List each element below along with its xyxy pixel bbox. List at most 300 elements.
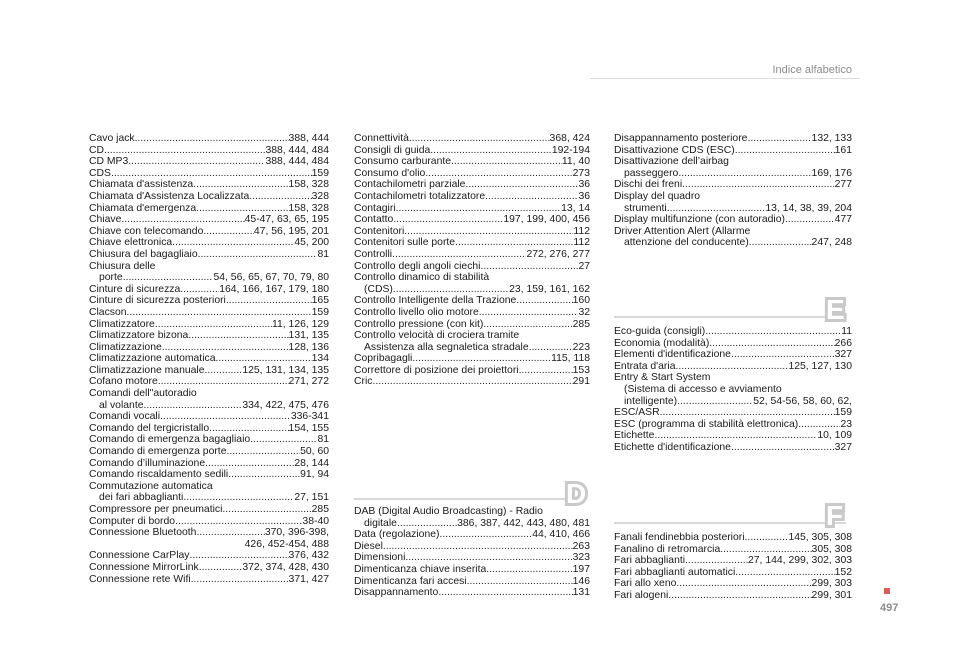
leader-dots [481,261,579,273]
index-entry-term: Contenitori sulle porte [354,237,456,249]
index-entry-term: Climatizzazione manuale [89,364,205,376]
index-entry-pages: 91, 94 [300,469,329,481]
index-entry [614,179,852,191]
index-entry-pages: 336-341 [290,411,329,423]
index-entry [354,529,590,541]
index-entry-term: Climatizzatore bizona [89,330,189,342]
index-entry-pages: 54, 56, 65, 67, 70, 79, 80 [213,272,329,284]
section-d-letter: D [566,478,587,509]
index-entry-term: Controllo livello olio motore [354,306,479,318]
index-entry [614,203,852,215]
index-entry-term: Controllo pressione (con kit) [354,318,484,330]
index-entry [614,191,852,203]
index-entry [89,574,329,586]
index-entry [614,326,852,338]
index-entry-term: Diesel [354,540,383,552]
index-entry [354,168,590,180]
index-entry [354,587,590,599]
index-entry [89,365,329,377]
index-entry-pages: 159 [834,407,852,419]
index-entry-pages: 161 [834,144,852,156]
index-entry-pages: 153 [572,364,590,376]
index-entry-pages: 38-40 [302,515,329,527]
leader-dots [160,411,291,423]
index-entry [89,342,329,354]
index-entry [614,372,852,384]
leader-dots [121,214,244,226]
index-entry-pages: 81 [317,248,329,260]
leader-dots [745,532,789,544]
index-entry-pages: 426, 452-454, 488 [244,538,329,550]
index-entry [89,388,329,400]
leader-dots [198,249,318,261]
index-entry-term: Comandi dell"autoradio [89,388,197,400]
leader-dots [483,319,572,331]
index-entry-term: Disappannamento posteriore [614,133,748,144]
index-entry-pages: 160 [572,295,590,307]
index-entry-pages: 376, 432 [288,550,329,562]
index-entry-pages: 36 [578,179,590,191]
index-entry [614,237,852,249]
leader-dots [226,295,312,307]
index-entry [89,562,329,574]
index-entry [354,376,590,388]
index-entry [354,307,590,319]
index-entry-term: intelligente) [624,395,678,407]
leader-dots [162,342,289,354]
leader-dots [709,338,834,350]
index-entry-pages: 328 [311,190,329,202]
index-entry-term: Elementi d'identificazione [614,349,731,361]
index-entry-pages: 388, 444, 484 [265,156,329,168]
index-entry-term: (Sistema di accesso e avviamento [624,383,782,395]
index-entry-term: strumenti [624,202,667,214]
index-entry [614,214,852,226]
index-entry [614,419,852,431]
leader-dots [404,226,573,238]
index-entry-term: Contachilometri totalizzatore [354,190,486,202]
index-entry [354,145,590,157]
index-entry [89,156,329,168]
header-divider [590,78,860,79]
section-f-rule [614,522,846,524]
index-entry [354,261,590,273]
index-entry [354,353,590,365]
index-entry-pages: 159 [311,167,329,179]
index-entry [614,532,852,544]
index-entry-term: Connettività [354,133,409,144]
index-entry-term: Dimenticanza chiave inserita [354,563,487,575]
index-entry-term: Comando di emergenza bagagliaio [89,434,251,446]
index-entry [354,237,590,249]
index-entry-term: Consumo carburante [354,156,452,168]
index-entry-term: Cinture di sicurezza [89,283,181,295]
index-entry-pages: 368, 424 [549,133,590,144]
index-entry-term: Eco-guida (consigli) [614,326,706,337]
index-entry-pages: 154, 155 [288,422,329,434]
leader-dots [190,550,289,562]
index-entry-pages: 125, 127, 130 [788,360,852,372]
leader-dots [798,419,840,431]
leader-dots [196,203,288,215]
index-entry-term: digitale [364,517,397,529]
leader-dots [675,361,788,373]
leader-dots [249,191,311,203]
leader-dots [158,376,289,388]
leader-dots [393,214,503,226]
index-entry-term: Controlli [354,248,393,260]
index-section-f [614,532,852,602]
index-entry-term: Chiusura delle [89,260,156,272]
index-entry [614,338,852,350]
index-entry-term: Controllo velocità di crociera tramite [354,330,520,342]
index-section-d [354,506,590,599]
leader-dots [455,237,573,249]
index-entry-term: Comando d’illuminazione [89,457,206,469]
index-entry-term: Controllo dinamico di stabilità [354,272,490,284]
index-entry-pages: 271, 272 [288,376,329,388]
index-entry-pages: 131, 135 [288,330,329,342]
index-entry [354,272,590,284]
index-entry [614,544,852,556]
leader-dots [203,226,254,238]
index-entry-term: Climatizzazione [89,341,162,353]
index-entry [354,564,590,576]
index-entry-term: Comandi vocali [89,411,161,423]
leader-dots [529,342,573,354]
index-entry [354,330,590,342]
index-entry [614,578,852,590]
index-entry-term: porte [99,272,123,284]
leader-dots [425,168,572,180]
leader-dots [405,552,572,564]
leader-dots [128,156,265,168]
index-entry [614,567,852,579]
index-entry-term: Disattivazione dell’airbag [614,156,729,168]
index-entry [614,349,852,361]
leader-dots [465,179,578,191]
index-entry-pages: 305, 308 [811,543,852,555]
index-entry-term: Cric [354,376,373,388]
index-entry-term: Chiamata d'emergenza [89,202,197,214]
page-number: 497 [880,602,899,614]
index-entry-pages: 164, 166, 167, 179, 180 [219,283,329,295]
index-entry-term: Driver Attention Alert (Allarme [614,225,751,237]
index-entry [89,469,329,481]
index-entry [614,361,852,373]
index-entry-pages: 52, 54-56, 58, 60, 62, [753,395,852,407]
index-entry [89,539,329,551]
index-entry-term: ESC (programma di stabilità elettronica) [614,418,799,430]
index-entry-pages: 158, 328 [288,202,329,214]
index-entry [354,518,590,530]
page-marker [884,588,890,594]
index-entry-term: Etichette [614,430,655,442]
index-entry-term: Chiave [89,214,122,226]
index-entry-term: Display del quadro [614,190,701,202]
index-entry [89,376,329,388]
index-entry-term: Comando di emergenza porte [89,446,227,458]
index-entry [89,423,329,435]
index-entry-term: Controllo Intelligente della Trazione [354,295,517,307]
leader-dots [193,179,288,191]
index-entry-term: Entry & Start System [614,372,711,384]
index-entry-pages: 277 [834,179,852,191]
index-column-d-continued [614,133,852,249]
index-entry [89,481,329,493]
index-entry-term: Etichette d'identificazione [614,441,731,453]
index-entry [354,179,590,191]
leader-dots [155,319,272,331]
leader-dots [479,307,579,319]
leader-dots [516,295,572,307]
index-entry-pages: 10, 109 [817,430,852,442]
index-entry [354,249,590,261]
index-entry [354,319,590,331]
index-entry [354,295,590,307]
index-entry-pages: 272, 276, 277 [526,248,590,260]
index-entry-pages: 44, 410, 466 [532,529,590,541]
leader-dots [668,590,811,602]
index-entry-pages: 223 [572,341,590,353]
leader-dots [372,376,572,388]
index-entry-term: Computer di bordo [89,515,176,527]
index-entry-pages: 112 [573,225,590,237]
index-entry [89,434,329,446]
index-entry [89,527,329,539]
index-entry-pages: 263 [572,540,590,552]
index-entry-term: Correttore di posizione dei proiettori [354,364,519,376]
index-entry-pages: 11, 40 [561,156,590,168]
leader-dots [430,145,552,157]
index-entry [89,307,329,319]
index-entry-term: al volante [99,399,144,411]
index-entry-pages: 13, 14, 38, 39, 204 [765,202,852,214]
index-entry-pages: 27 [578,260,590,272]
index-entry-term: Cinture di sicurezza posteriori [89,295,226,307]
index-entry-pages: 477 [834,214,852,226]
index-entry-term: Copribagagli [354,353,413,365]
leader-dots [720,544,811,556]
leader-dots [205,365,243,377]
index-entry [614,384,852,396]
index-entry-term: Chiusura del bagagliaio [89,248,198,260]
index-entry-term: Chiave elettronica [89,237,173,249]
index-entry-pages: 197, 199, 400, 456 [503,214,590,226]
leader-dots [135,133,289,145]
leader-dots [226,446,300,458]
index-entry-pages: 291 [572,376,590,388]
index-entry [354,214,590,226]
index-entry-pages: 327 [834,349,852,361]
index-entry-pages: 13, 14 [561,202,590,214]
index-entry [89,272,329,284]
leader-dots [438,587,572,599]
index-entry [89,330,329,342]
index-entry-pages: 192-194 [551,144,590,156]
leader-dots [412,353,551,365]
index-entry [89,214,329,226]
index-entry [614,168,852,180]
leader-dots [731,349,835,361]
index-entry [354,226,590,238]
leader-dots [785,214,835,226]
section-e-rule [614,316,846,318]
index-entry-term: Fanali fendinebbia posteriori [614,532,745,543]
index-entry-term: Economia (modalità) [614,337,710,349]
leader-dots [677,396,753,408]
index-entry-term: Connessione CarPlay [89,550,190,562]
leader-dots [228,469,300,481]
leader-dots [678,168,811,180]
section-d-rule [354,498,584,500]
index-entry [614,145,852,157]
index-entry [89,492,329,504]
index-entry-term: Fari alogeni [614,589,669,601]
index-entry-pages: 112 [573,237,590,249]
index-entry-term: Fanalino di retromarcia [614,543,721,555]
index-entry-term: Fari abbaglianti automatici [614,566,736,578]
index-entry-pages: 134 [311,353,329,365]
leader-dots [127,307,312,319]
index-entry-term: Climatizzatore [89,318,155,330]
leader-dots [393,284,509,296]
leader-dots [392,249,526,261]
index-entry-term: Disappannamento [354,587,439,599]
index-entry-pages: 165 [311,295,329,307]
index-entry-term: (CDS) [364,283,393,295]
index-entry [89,168,329,180]
index-entry [89,261,329,273]
index-entry-term: Climatizzazione automatica [89,353,216,365]
leader-dots [199,562,243,574]
index-entry [354,541,590,553]
index-entry [354,365,590,377]
index-entry-pages: 45-47, 63, 65, 195 [244,214,329,226]
index-entry [89,249,329,261]
index-entry-term: Entrata d'aria [614,360,676,372]
leader-dots [735,567,834,579]
index-entry-term: Comando del tergicristallo [89,422,210,434]
leader-dots [705,326,841,338]
index-entry-term: Chiamata d'assistenza [89,179,194,191]
index-entry [89,295,329,307]
index-entry [614,156,852,168]
index-entry-term: DAB (Digital Audio Broadcasting) - Radio [354,506,543,517]
index-entry-pages: 285 [572,318,590,330]
index-entry-term: Cavo jack [89,133,135,144]
index-entry-pages: 36 [578,190,590,202]
index-entry-term: Disattivazione CDS (ESC) [614,144,735,156]
index-entry-pages: 27, 151 [294,492,329,504]
index-entry [614,442,852,454]
leader-dots [396,203,562,215]
index-column-c [89,133,329,585]
index-entry-pages: 45, 200 [294,237,329,249]
index-entry [614,396,852,408]
leader-dots [660,407,835,419]
leader-dots [123,272,214,284]
index-entry [614,226,852,238]
index-entry [354,284,590,296]
index-entry [89,411,329,423]
leader-dots [747,133,811,145]
index-entry [89,319,329,331]
section-e-letter: E [826,294,845,325]
page-header-title: Indice alfabetico [772,64,852,76]
index-entry-term: CD [89,144,105,156]
index-entry-term: Connessione MirrorLink [89,561,199,573]
index-section-e [614,326,852,454]
leader-dots [188,330,288,342]
index-entry-pages: 152 [834,566,852,578]
leader-dots [209,423,288,435]
leader-dots [409,133,550,145]
index-entry-pages: 323 [572,552,590,564]
leader-dots [654,430,817,442]
index-entry-pages: 11 [841,326,852,337]
index-entry [89,400,329,412]
index-entry [354,506,590,518]
index-entry [89,446,329,458]
index-entry [89,237,329,249]
index-entry-term: CD MP3 [89,156,129,168]
index-entry-term: Dischi dei freni [614,179,683,191]
index-entry-term: Contatto [354,214,394,226]
index-entry-term: attenzione del conducente) [624,237,749,249]
index-entry-pages: 28, 144 [294,457,329,469]
index-entry-pages: 247, 248 [811,237,852,249]
index-entry-term: Fari allo xeno [614,578,677,590]
leader-dots [451,156,562,168]
index-entry-pages: 11, 126, 129 [271,318,329,330]
index-entry-term: Contagiri [354,202,396,214]
leader-dots [250,434,317,446]
index-entry-term: Display multifunzione (con autoradio) [614,214,785,226]
index-entry-pages: 115, 118 [551,353,590,365]
index-entry-term: CDS [89,167,111,179]
index-entry-term: Compressore per pneumatici [89,504,223,515]
index-entry [89,458,329,470]
leader-dots [667,203,766,215]
index-entry-pages: 299, 303 [811,578,852,590]
leader-dots [196,527,264,539]
index-entry-pages: 158, 328 [288,179,329,191]
index-entry-pages: 370, 396-398, [264,527,329,539]
index-entry [354,552,590,564]
index-entry [354,156,590,168]
index-entry-pages: 372, 374, 428, 430 [242,561,329,573]
leader-dots [205,458,294,470]
leader-dots [215,353,311,365]
index-entry-pages: 299, 301 [811,589,852,601]
index-entry-term: Comando riscaldamento sedili [89,469,229,481]
index-entry [89,133,329,145]
index-entry-pages: 23, 159, 161, 162 [509,283,590,295]
leader-dots [731,442,835,454]
index-column-c-continued [354,133,590,388]
leader-dots [383,541,573,553]
section-f-letter: F [826,500,844,531]
leader-dots [180,284,219,296]
index-entry-term: dei fari abbaglianti [99,492,184,504]
index-entry [89,516,329,528]
index-entry-pages: 273 [572,167,590,179]
leader-dots [111,168,312,180]
index-entry-pages: 197 [572,563,590,575]
index-entry [354,203,590,215]
leader-dots [143,400,242,412]
